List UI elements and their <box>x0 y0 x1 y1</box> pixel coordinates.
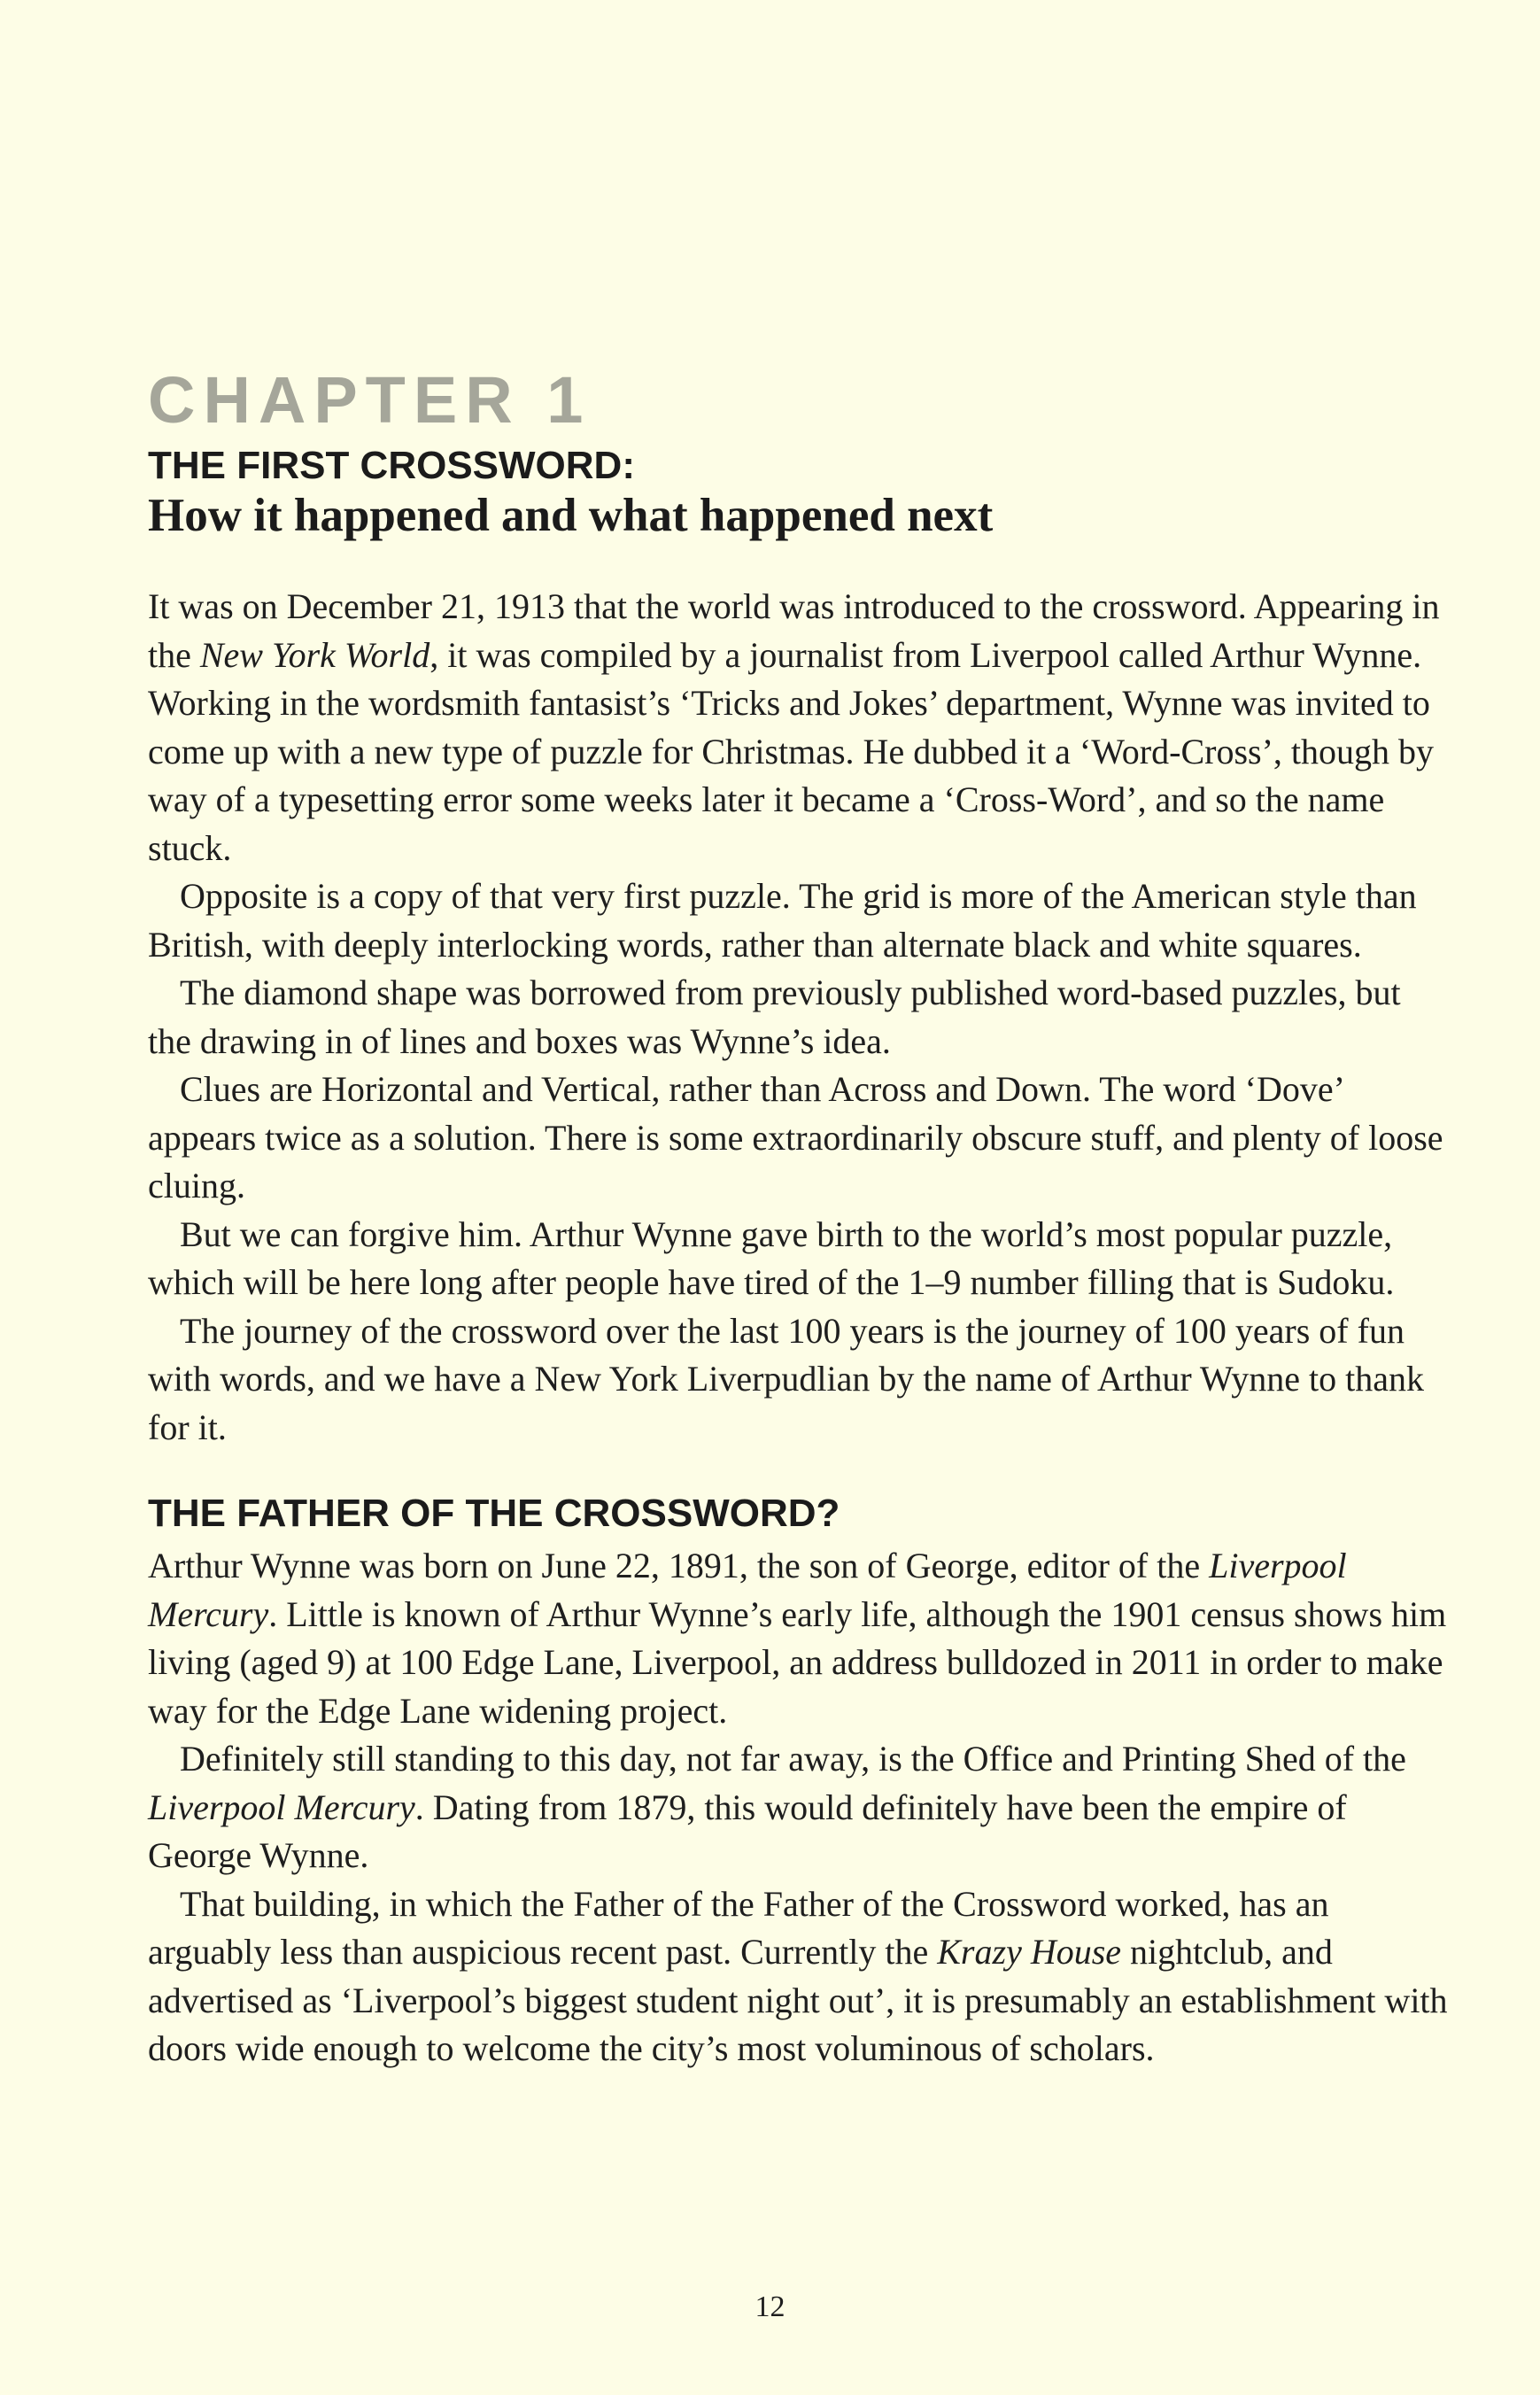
section-father-body <box>148 1542 1450 2073</box>
italic-title: Krazy House <box>937 1932 1122 1972</box>
text-run: Opposite is a copy of that very first puzzle. The grid is more of the American style than British, with deeply interlocking words, rather than alternate black and white squares. <box>148 876 1417 965</box>
text-run: The diamond shape was borrowed from previously published word-based puzzles, but the drawing in of lines and boxes was Wynne’s idea. <box>148 973 1401 1061</box>
section-first-crossword-body <box>148 583 1450 1452</box>
paragraph <box>148 1735 1450 1880</box>
chapter-label: CHAPTER 1 <box>148 363 592 437</box>
paragraph <box>148 1542 1450 1735</box>
text-run: . Little is known of Arthur Wynne’s early life, although the 1901 census shows him living (aged 9) at 100 Edge Lane, Liverpool, an address bulldozed in 2011 in order to make way for the Edge Lane widening project. <box>148 1593 1447 1731</box>
italic-title: New York World <box>199 634 430 675</box>
paragraph <box>148 969 1450 1066</box>
text-run: nightclub, and advertised as ‘Liverpool’s biggest student night out’, it is presumably an establishment with doors wide enough to welcome the city’s most voluminous of scholars. <box>148 1932 1448 2068</box>
chapter-subtitle: How it happened and what happened next <box>148 490 994 541</box>
text-run: Clues are Horizontal and Vertical, rather than Across and Down. The word ‘Dove’ appears twice as a solution. There is some extraordinarily obscure stuff, and plenty of loose cluing. <box>148 1069 1443 1205</box>
paragraph <box>148 1307 1450 1453</box>
paragraph <box>148 872 1450 969</box>
text-run: Definitely still standing to this day, not far away, is the Office and Printing Shed of the <box>180 1739 1406 1779</box>
text-run: Arthur Wynne was born on June 22, 1891, the son of George, editor of the <box>148 1546 1210 1585</box>
text-run: That building, in which the Father of the Father of the Crossword worked, has an arguably less than auspicious recent past. Currently the <box>148 1883 1329 1972</box>
page-number: 12 <box>755 2290 785 2323</box>
paragraph <box>148 1211 1450 1307</box>
text-run: . Dating from 1879, this would definitely have been the empire of George Wynne. <box>148 1787 1347 1875</box>
text-run: , it was compiled by a journalist from Liverpool called Arthur Wynne. Working in the wordsmith fantasist’s ‘Tricks and Jokes’ department, Wynne was invited to come up with a new type of puzzle for Christmas. He dubbed it a ‘Word-Cross’, though by way of a typesetting error some weeks later it became a ‘Cross-Word’, and so the name stuck. <box>148 634 1435 868</box>
text-run: It was on December 21, 1913 that the world was introduced to the crossword. Appearing in the <box>148 586 1440 675</box>
text-run: But we can forgive him. Arthur Wynne gave birth to the world’s most popular puzzle, which will be here long after people have tired of the 1–9 number filling that is Sudoku. <box>148 1213 1395 1302</box>
italic-title: Liverpool Mercury <box>148 1546 1347 1634</box>
italic-title: Liverpool Mercury <box>148 1787 415 1827</box>
paragraph <box>148 1880 1450 2073</box>
page-content <box>148 363 1450 2073</box>
paragraph <box>148 1066 1450 1211</box>
section-heading-father: THE FATHER OF THE CROSSWORD? <box>148 1492 840 1535</box>
paragraph <box>148 583 1450 872</box>
text-run: The journey of the crossword over the last 100 years is the journey of 100 years of fun with words, and we have a New York Liverpudlian by the name of Arthur Wynne to thank for it. <box>148 1310 1424 1447</box>
chapter-title: THE FIRST CROSSWORD: <box>148 444 635 487</box>
